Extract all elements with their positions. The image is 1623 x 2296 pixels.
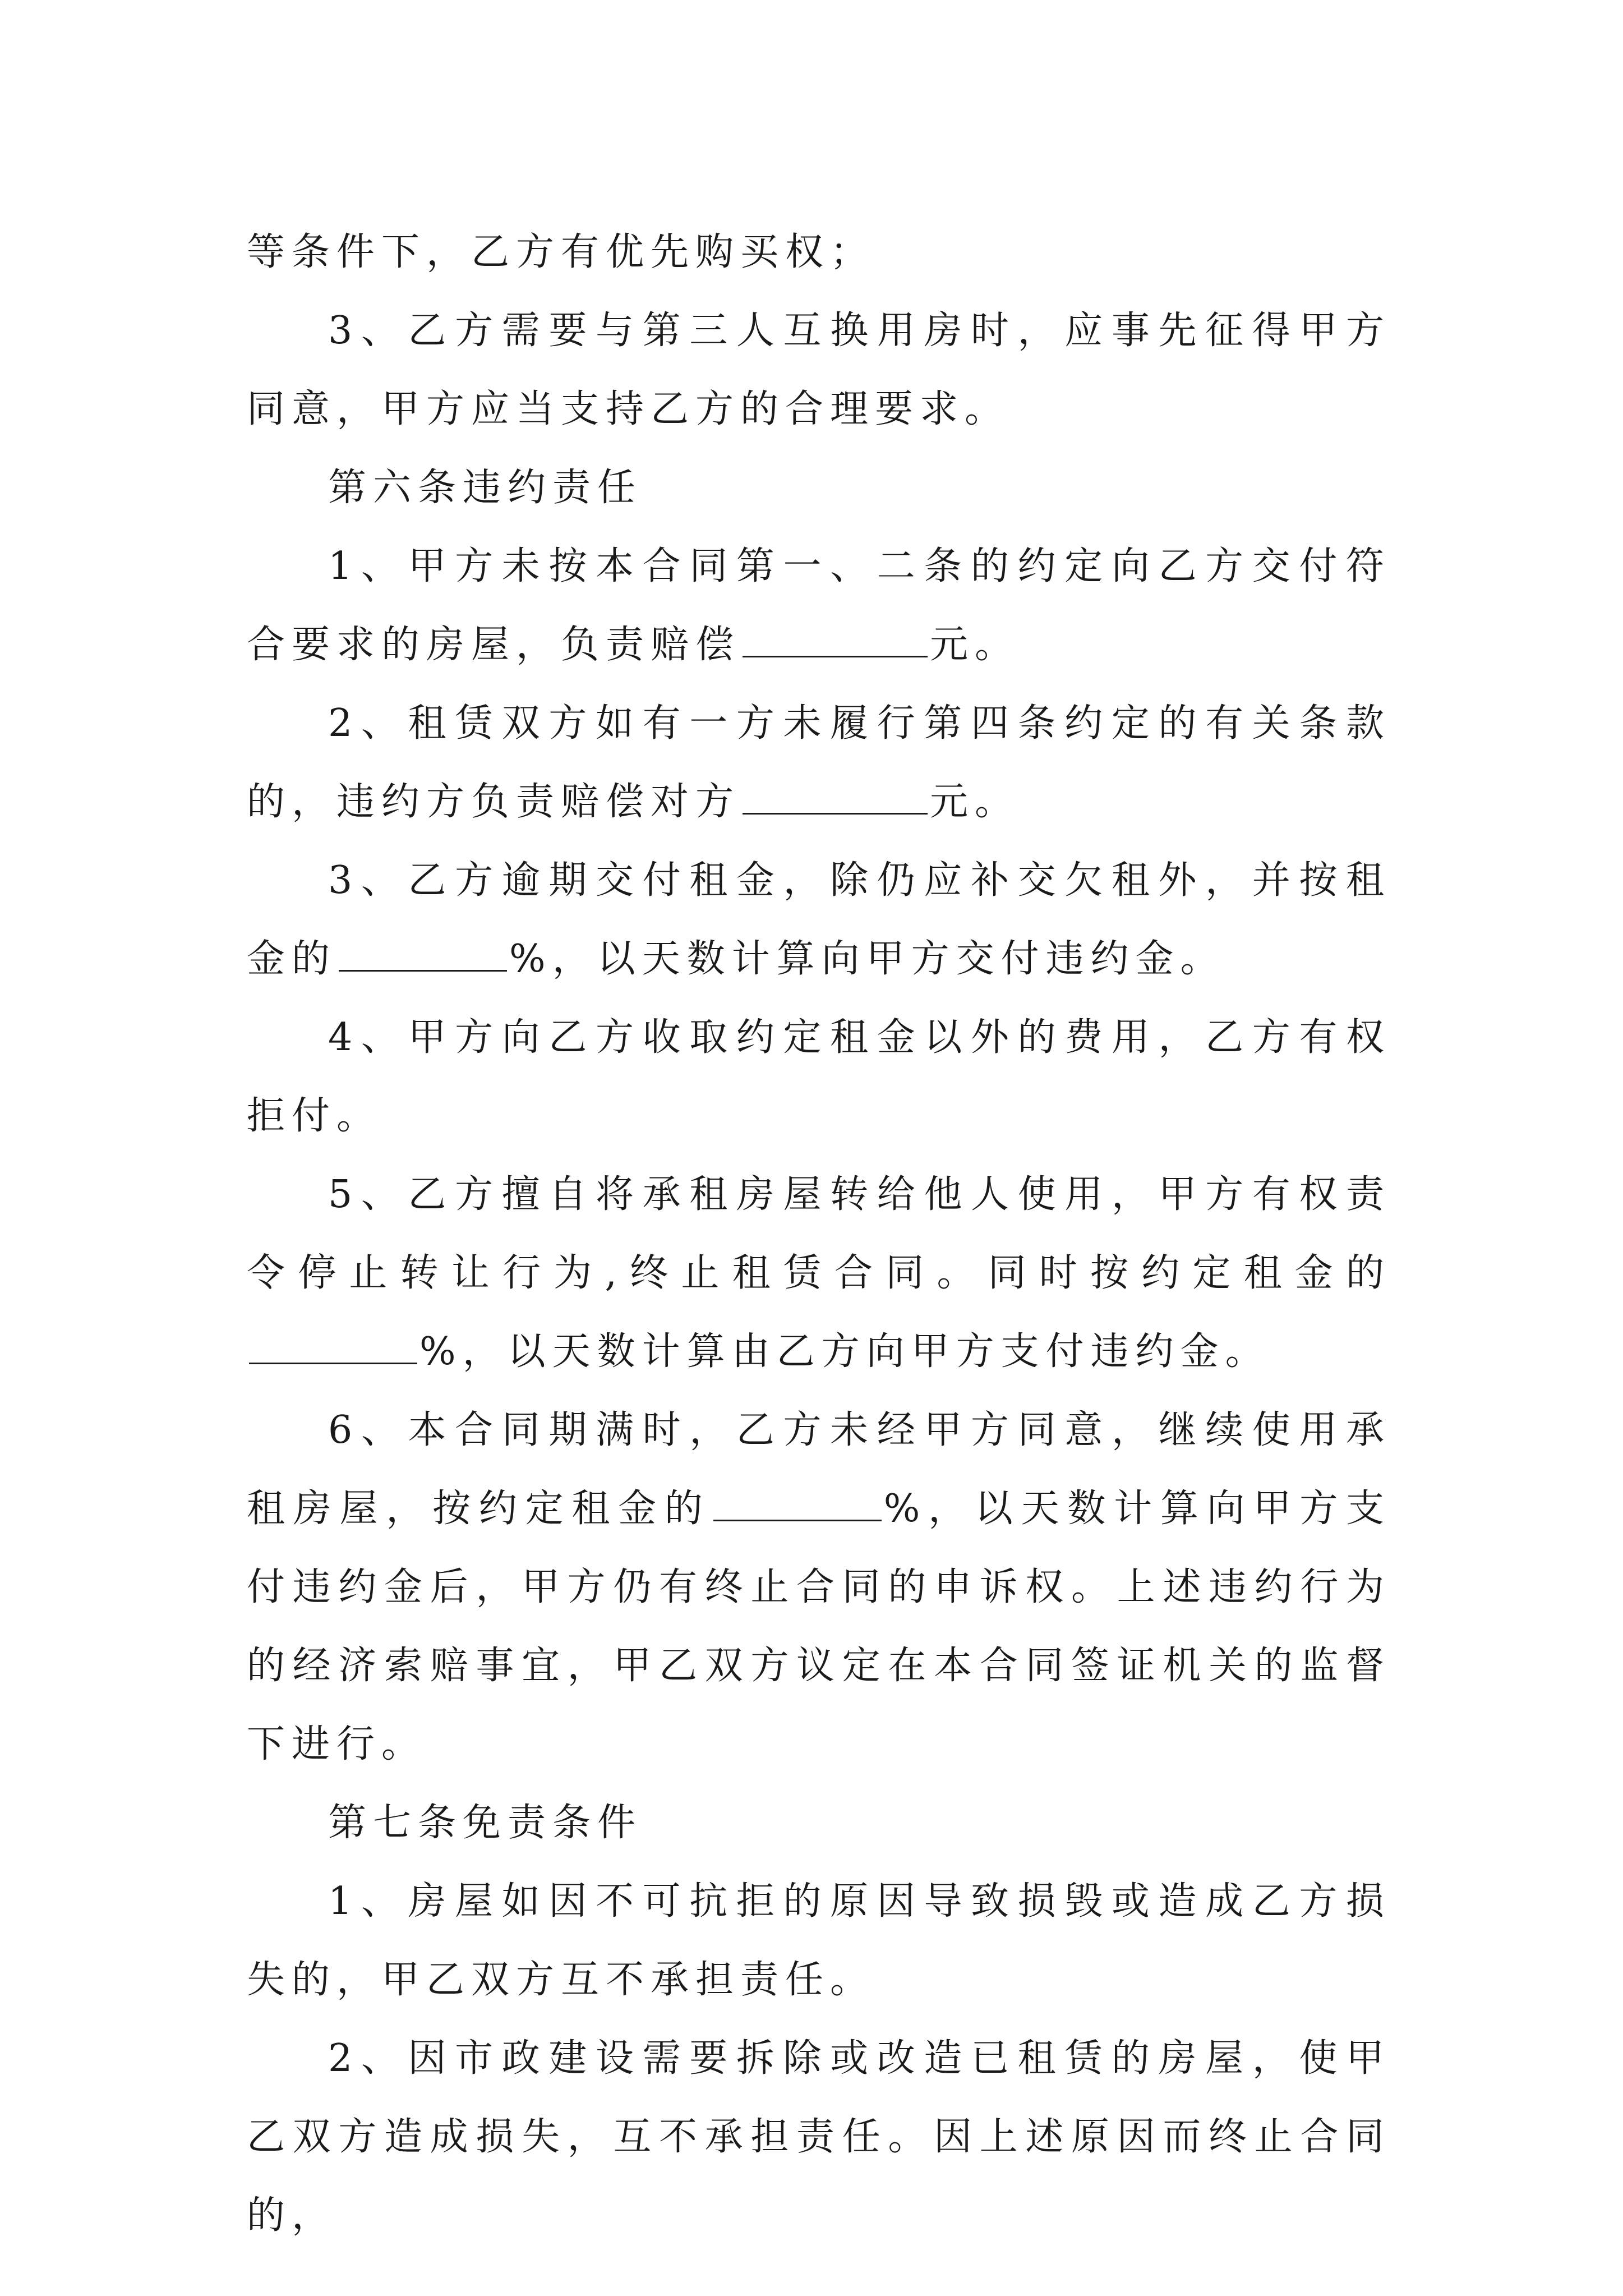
paragraph-clause-7-1: 1、房屋如因不可抗拒的原因导致损毁或造成乙方损失的，甲乙双方互不承担责任。 xyxy=(247,1879,1391,2002)
blank-breach-amount[interactable] xyxy=(743,781,928,815)
blank-compensation-amount[interactable] xyxy=(743,624,928,657)
paragraph-clause-6-3 xyxy=(247,841,1391,999)
clause-6-6-text-a: 6、本合同期满时，乙方未经甲方同意，继续使用承租房屋，按约定租金的 xyxy=(247,1408,1391,1531)
contract-text xyxy=(247,213,1391,2255)
paragraph-clause-6-5 xyxy=(247,1156,1391,1391)
blank-late-rent-percent[interactable] xyxy=(339,938,507,972)
clause-6-6-text-b: %，以天数计算向甲方支付违约金后，甲方仍有终止合同的申诉权。上述违约行为的经济索赔事宜，甲乙双方议定在本合同签证机关的监督下进行。 xyxy=(247,1487,1391,1766)
heading-article-7: 第七条免责条件 xyxy=(328,1801,643,1845)
clause-6-3-text-b: %，以天数计算向甲方交付违约金。 xyxy=(509,937,1225,981)
clause-6-1-text-a: 1、甲方未按本合同第一、二条的约定向乙方交付符合要求的房屋，负责赔偿 xyxy=(247,544,1391,667)
paragraph-clause-6-2 xyxy=(247,684,1391,841)
clause-6-2-text-a: 2、租赁双方如有一方未履行第四条约定的有关条款的，违约方负责赔偿对方 xyxy=(247,701,1391,824)
clause-6-1-text-b: 元。 xyxy=(930,623,1020,667)
clause-6-5-text-a: 5、乙方擅自将承租房屋转给他人使用，甲方有权责令停止转让行为,终止租赁合同。同时按约定租金的 xyxy=(247,1172,1391,1295)
blank-overstay-percent[interactable] xyxy=(713,1488,882,1521)
heading-article-6: 第六条违约责任 xyxy=(328,466,643,510)
paragraph-clause-5-3: 3、乙方需要与第三人互换用房时，应事先征得甲方同意，甲方应当支持乙方的合理要求。 xyxy=(247,309,1391,431)
paragraph-clause-6-6 xyxy=(247,1391,1391,1784)
paragraph-clause-6-1 xyxy=(247,527,1391,684)
paragraph-clause-6-4: 4、甲方向乙方收取约定租金以外的费用，乙方有权拒付。 xyxy=(247,1015,1391,1138)
clause-6-5-text-b: %，以天数计算由乙方向甲方支付违约金。 xyxy=(419,1329,1270,1374)
paragraph-continuation: 等条件下，乙方有优先购买权； xyxy=(247,230,875,274)
clause-6-2-text-b: 元。 xyxy=(930,780,1020,824)
paragraph-clause-7-2: 2、因市政建设需要拆除或改造已租赁的房屋，使甲乙双方造成损失，互不承担责任。因上述原因而终止合同的， xyxy=(247,2036,1391,2238)
clause-6-3-text-a: 3、乙方逾期交付租金，除仍应补交欠租外，并按租金的 xyxy=(247,858,1391,981)
blank-sublet-percent[interactable] xyxy=(249,1331,417,1364)
